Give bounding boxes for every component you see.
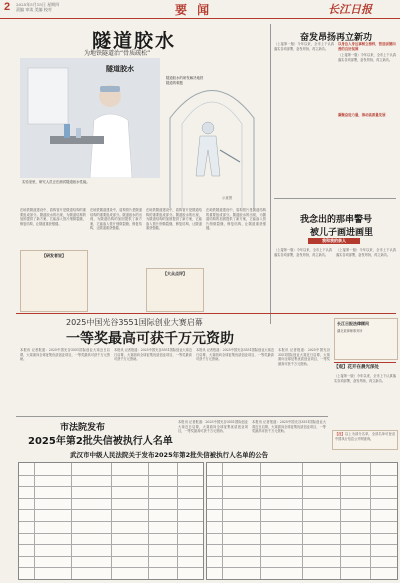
sketch-caption: 示意图 <box>222 196 233 200</box>
main-body-col4: 在地铁隧道建设中，盾构管片是隧道结构的重要组成部分。隧道胶水的出现，为隧道结构的加固提供了新方案，它能渗入管片细微裂缝，修复结构，让隧道重获强健。 <box>206 208 266 231</box>
bottom-kicker: 市法院发布 <box>60 423 106 433</box>
police-tag: 我和我的亲人 <box>308 238 360 244</box>
right-column-title: 【观】花开在晨光深处 <box>334 362 396 372</box>
sidebar-box-2: 【大众点评】 <box>146 268 204 312</box>
bottom-col3: 本报讯 记者报道：2025中国光谷3551国际创业大赛近日启幕，大赛面向全球征集优质创业项目，一等奖最高可获千万元资助。 <box>252 420 326 434</box>
bottom-rule <box>16 416 328 417</box>
sidebar-box-1: 【研发者说】 <box>20 250 88 312</box>
bottom-col2: 本报讯 记者报道：2025中国光谷3551国际创业大赛近日启幕，大赛面向全球征集优质创业项目，一等奖最高可获千万元资助。 <box>178 420 248 434</box>
notice-title: 武汉市中级人民法院关于发布2025年第2批失信被执行人名单的公告 <box>70 451 269 459</box>
bottom-headline: 2025年第2批失信被执行人名单 <box>28 436 173 447</box>
right-top-headline: 奋发昂扬再立新功 <box>300 33 373 43</box>
contest-col3: 本报讯 记者报道：2025中国光谷3551国际创业大赛近日启幕，大赛面向全球征集优质创业项目，一等奖最高可获千万元资助。 <box>196 348 274 362</box>
info-box: 长江日报法律顾问 湖北某律师事务所 <box>334 318 398 360</box>
contest-rule <box>16 313 396 314</box>
right-top-col2: 以身边人身边事树立榜样，营造崇德向善的良好氛围 （上接第一版）今年以来，全市上下认真落实各项部署，奋发昂扬，再立新功。 凝聚奋进力量，推动高质量发展 <box>338 42 396 118</box>
main-body-col3: 在地铁隧道建设中，盾构管片是隧道结构的重要组成部分。隧道胶水的出现，为隧道结构的加固提供了新方案，它能渗入管片细微裂缝，修复结构，让隧道重获强健。 【大众点评】 <box>146 208 202 310</box>
contest-kicker: 2025中国光谷3551国际创业大赛启幕 <box>66 318 203 327</box>
police-body-col1: （上接第一版）今年以来，全市上下认真落实各项部署，奋发昂扬，再立新功。 <box>274 248 332 257</box>
right-mid-col: 本报讯 记者报道：2025中国光谷3551国际创业大赛近日启幕，大赛面向全球征集优质创业项目，一等奖最高可获千万元资助。 <box>278 348 330 366</box>
contest-col1: 本报讯 记者报道：2025中国光谷3551国际创业大赛近日启幕，大赛面向全球征集优质创业项目，一等奖最高可获千万元资助。 <box>20 348 110 362</box>
section-title: 要 闻 <box>175 3 213 17</box>
police-body-col2: （上接第一版）今年以来，全市上下认真落实各项部署，奋发昂扬，再立新功。 <box>336 248 396 257</box>
debtor-table-right <box>206 462 398 580</box>
right-top-col1: （上接第一版）今年以来，全市上下认真落实各项部署，奋发昂扬，再立新功。 <box>274 42 334 51</box>
police-headline-2: 被儿子画进画里 <box>310 228 374 238</box>
main-subtitle: 为地铁隧道治“骨质疏松” <box>84 50 151 57</box>
police-headline: 我念出的那串警号 <box>300 215 373 225</box>
photo-label: 隧道胶水 <box>106 65 134 73</box>
column-divider <box>270 24 271 324</box>
contest-col2: 本报讯 记者报道：2025中国光谷3551国际创业大赛近日启幕，大赛面向全球征集优质创业项目，一等奖最高可获千万元资助。 <box>114 348 192 362</box>
page-number: 2 <box>4 1 11 13</box>
right-top-rule <box>274 198 396 199</box>
lab-caption: 实验室里，研究人员正在测试隧道胶水性能。 <box>22 180 90 184</box>
main-body-col2: 在地铁隧道建设中，盾构管片是隧道结构的重要组成部分。隧道胶水的出现，为隧道结构的加固提供了新方案，它能渗入管片细微裂缝，修复结构，让隧道重获强健。 <box>90 208 142 231</box>
main-headline: 隧道胶水 <box>92 30 177 52</box>
note-box: 【注】以上为部分名单，全部名单可登录中国执行信息公开网查询。 <box>332 430 398 450</box>
contest-headline: 一等奖最高可获千万元资助 <box>66 331 234 347</box>
lab-photo <box>20 58 160 178</box>
inline-caption: 隧道胶水的研发解决地铁隧道的难题 <box>166 76 204 85</box>
main-body-col1: 在地铁隧道建设中，盾构管片是隧道结构的重要组成部分。隧道胶水的出现，为隧道结构的加固提供了新方案，它能渗入管片细微裂缝，修复结构，让隧道重获强健。 【研发者说】 <box>20 208 86 310</box>
newspaper-logo: 长江日报 <box>328 3 372 16</box>
debtor-table-left <box>18 462 204 580</box>
right-column-body: （上接第一版）今年以来，全市上下认真落实各项部署，奋发昂扬，再立新功。 <box>334 374 396 383</box>
date-line: 2025年5月15日 星期四 责编 审读 美编 校对 <box>16 2 60 12</box>
